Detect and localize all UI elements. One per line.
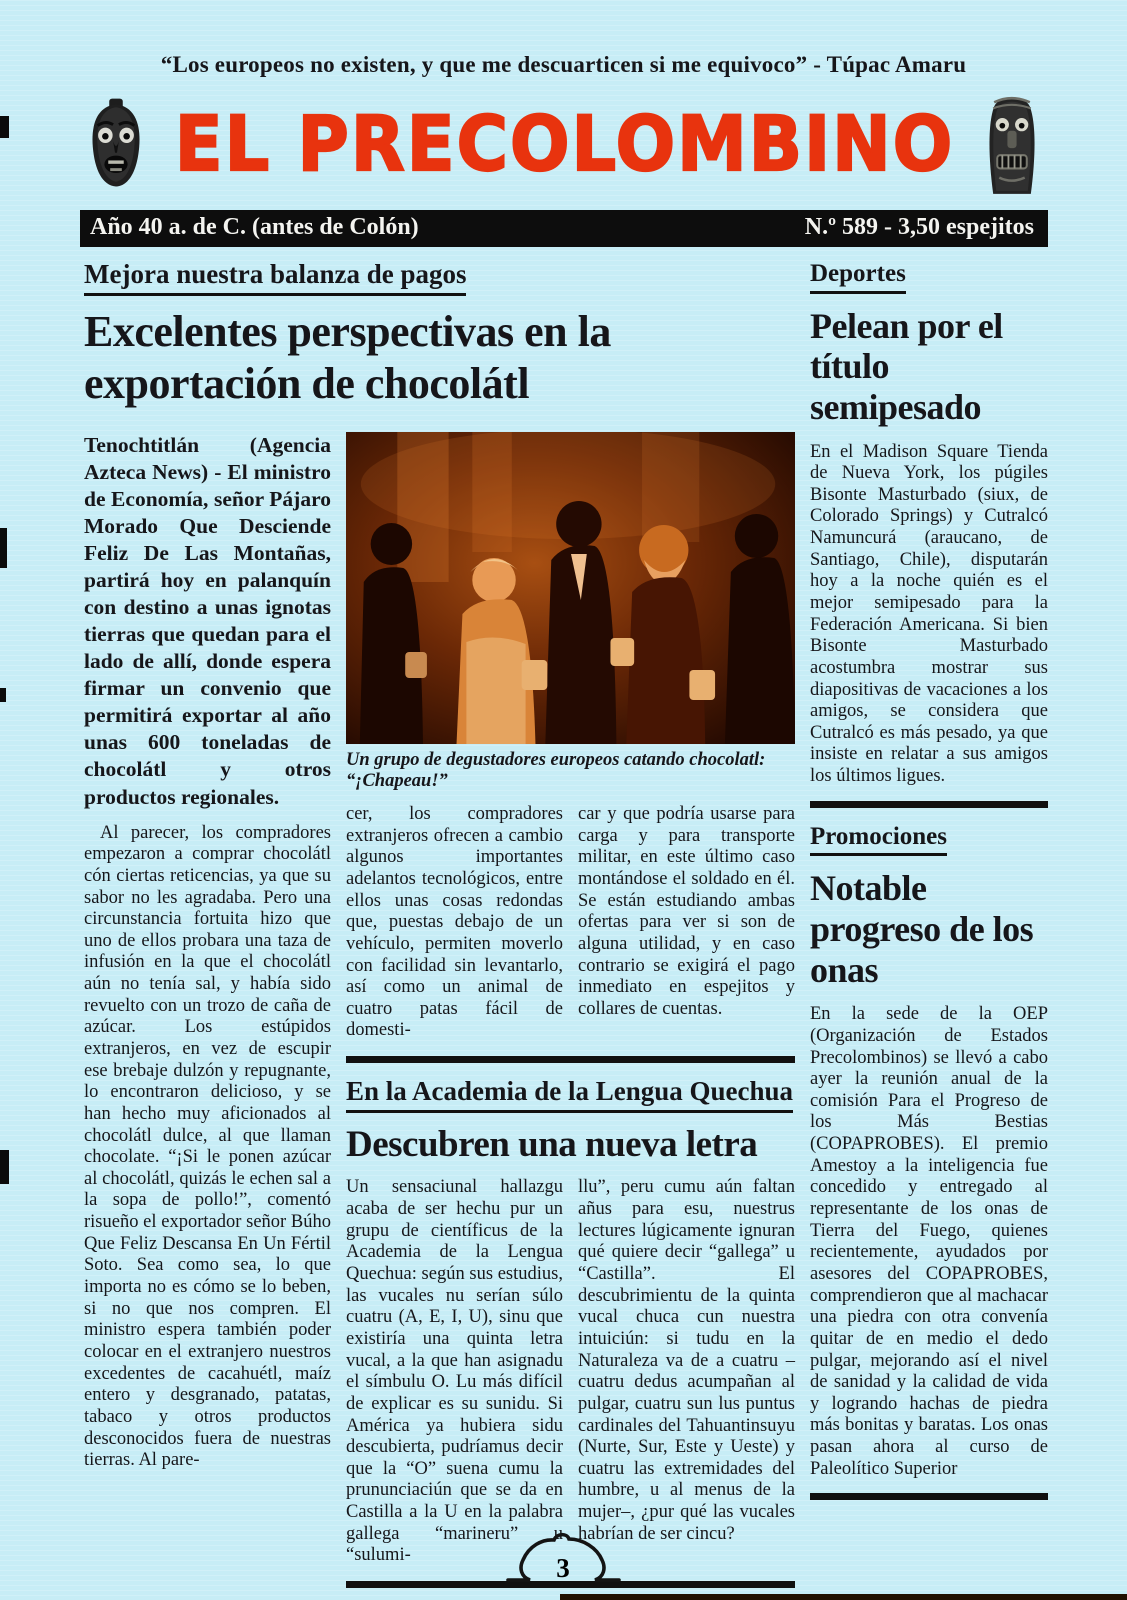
page-number: 3 [555,1553,570,1583]
deportes-headline: Pelean por el título semipesado [810,305,1003,427]
chocolate-kicker: Mejora nuestra balanza de pagos [84,260,466,296]
deportes-body-text: En el Madison Square Tienda de Nueva York, los púgiles Bisonte Masturbado (siux, de Colorado Springs) y Cutralcó Namuncurá (araucano, de Santiago, Chile), disputarán hoy a la noche quién es el mejor semipesado para la Federación Americana. Si bien Bisonte Masturbado acostumbra mostrar sus diapositivas de vacaciones a los amigos, se considera que Cutralcó es más pesado, ya que insiste en relatar a sus amigos los últimos ligues. [810,441,1048,787]
quechua-article [346,1077,795,1588]
masthead [0,92,1127,196]
promociones-headline: Notable progreso de los onas [810,868,1034,990]
photo-illustration [346,432,795,744]
quechua-body-text: llu”, peru cumu aún faltan añus para esu, nuestrus lectures lúgicamente ignuran qué quiere decir “gallega” u “Castilla”. El descubrimientu de la quinta vucal chuca cun nuestra intuiciún: si tudu en la Naturaleza va de a cuatru –cuatru dedus acumpañan al pulgar, cuatru sun lus puntus cardinales del Tahuantinsuyu (Nurte, Sur, Este y Ueste) y cuatru las extremidades del humbre, u al menus de la mujer–, ¿pur qué las vucales habrían de ser cincu? [578,1177,795,1544]
chocolate-body-text: cer, los compradores extranjeros ofrecen a cambio algunos importantes adelantos tecnológicos, entre ellos unas cosas redondas que, puestas debajo de un vehículo, permiten moverlo con facilidad sin levantarlo, así como un animal de cuatro patas fácil de domesti- [346,804,563,1041]
chocolate-lead-paragraph: Tenochtitlán (Agencia Azteca News) - El ministro de Economía, señor Pájaro Morado Que Desciende Feliz De Las Montañas, partirá hoy en palanquín con destino a unas ignotas tierras que quedan para el lado de allí, donde espera firmar un convenio que permitirá exportar al año unas 600 toneladas de chocolátl y otros productos regionales. [84,432,331,809]
divider-rule [810,1493,1048,1500]
chocolate-article-header [84,260,795,410]
scan-artifact [0,528,7,568]
scan-artifact [560,1594,1127,1600]
page-number-ornament [502,1527,626,1594]
issue-date: Año 40 a. de C. (antes de Colón) [90,214,419,240]
newspaper-title: EL PRECOLOMBINO [174,99,955,189]
aztec-mask-icon [87,98,145,190]
chocolate-body-text: Al parecer, los compradores empezaron a comprar chocolátl cón ciertas reticencias, ya que su sabor no les agradaba. Pero una circunstancia fortuita hizo que uno de ellos probara una taza de infusión en la que el chocolátl aún no tenía sal, y había sido revuelto con un trozo de caña de azúcar. Los estúpidos extranjeros, en vez de escupir ese brebaje dulzón y repugnante, lo encontraron delicioso, y se han hecho muy aficionados al chocolátl dulce, al que llaman chocolate. “¡Si le ponen azúcar al chocolátl, quizás le echen sal a la sopa de pollo!”, comentó risueño el exportador señor Búho Que Feliz Descansa En Un Fértil Soto. Sea como sea, lo que importa no es cómo se lo beben, si no que nos compren. El ministro espera también poder colocar en el extranjero nuestros excedentes de cacahuétl, maíz entero y desgranado, patatas, tabaco y otros productos desconocidos fuera de nuestras tierras. Al pare- [84,822,331,1471]
divider-rule [810,801,1048,808]
promociones-section [810,823,1048,1481]
tagline-quote: “Los europeos no existen, y que me descuarticen si me equivoco” - Túpac Amaru [160,52,967,77]
page-content [0,260,1127,1588]
stone-head-icon [984,92,1040,196]
chocolate-body-text: car y que podría usarse para carga y para transporte militar, en este último caso montándose el soldado en él. Se están estudiando ambas ofertas para ver si son de alguna utilidad, y en caso contrario se exigirá el pago inmediato en espejitos y collares de cuentas. [578,804,795,1019]
scan-artifact [0,688,6,702]
quechua-columns [346,1177,795,1567]
quechua-kicker: En la Academia de la Lengua Quechua [346,1077,793,1113]
promociones-label: Promociones [810,823,947,857]
sepia-tasters-photo [346,432,795,793]
issue-number-price: N.º 589 - 3,50 espejitos [804,214,1034,240]
deportes-label: Deportes [810,260,906,294]
chocolate-headline: Excelentes perspectivas en la exportación de chocolátl [84,306,611,408]
quechua-body-text: Un sensaciunal hallazgu acaba de ser hechu pur un grupu de científicus de la Academia de la Lengua Quechua: según sus estudius, las vucales nu serían súlo cuatru (A, E, I, U), sinu que existiría una quinta letra vucal, a la que han asignadu el símbulu O. Lu más difícil de explicar es su sunidu. Si América ya hubiera sidu descubierta, pudríamus decir que la “O” suena cumu la prununciaciún que se da en Castilla a la U en la palabra gallega “marineru” u “sulumi- [346,1177,563,1566]
promociones-body-text: En la sede de la OEP (Organización de Estados Precolombinos) se llevó a cabo ayer la reunión anual de la comisión Para el Progreso de los Más Bestias (COPAPROBES). El premio Amestoy a la inteligencia fue concedido y entregado al representante de los onas de Tierra del Fuego, quienes recientemente, ayudados por asesores del COPAPROBES, comprendieron que al machacar una piedra con otra convenía quitar de en medio el dedo pulgar, mejorando así el nivel de sanidad y la calidad de vida y logrando hachas de piedra más bonitas y baratas. Los onas pasan ahora al curso de Paleolítico Superior [810,1004,1048,1479]
chocolate-columns-2-3 [346,804,795,1042]
sidebar-column [810,260,1048,1588]
scan-artifact [0,116,9,138]
main-article-zone [84,260,795,1588]
photo-and-articles-zone [346,432,795,1588]
scan-artifact [0,1150,9,1184]
divider-rule [346,1056,795,1063]
photo-caption: Un grupo de degustadores europeos catando chocolatl: “¡Chapeau!” [346,749,766,791]
issue-infobar [80,210,1048,247]
deportes-section [810,260,1048,788]
chocolate-column-1 [84,432,331,1472]
quechua-headline: Descubren una nueva letra [346,1123,758,1165]
